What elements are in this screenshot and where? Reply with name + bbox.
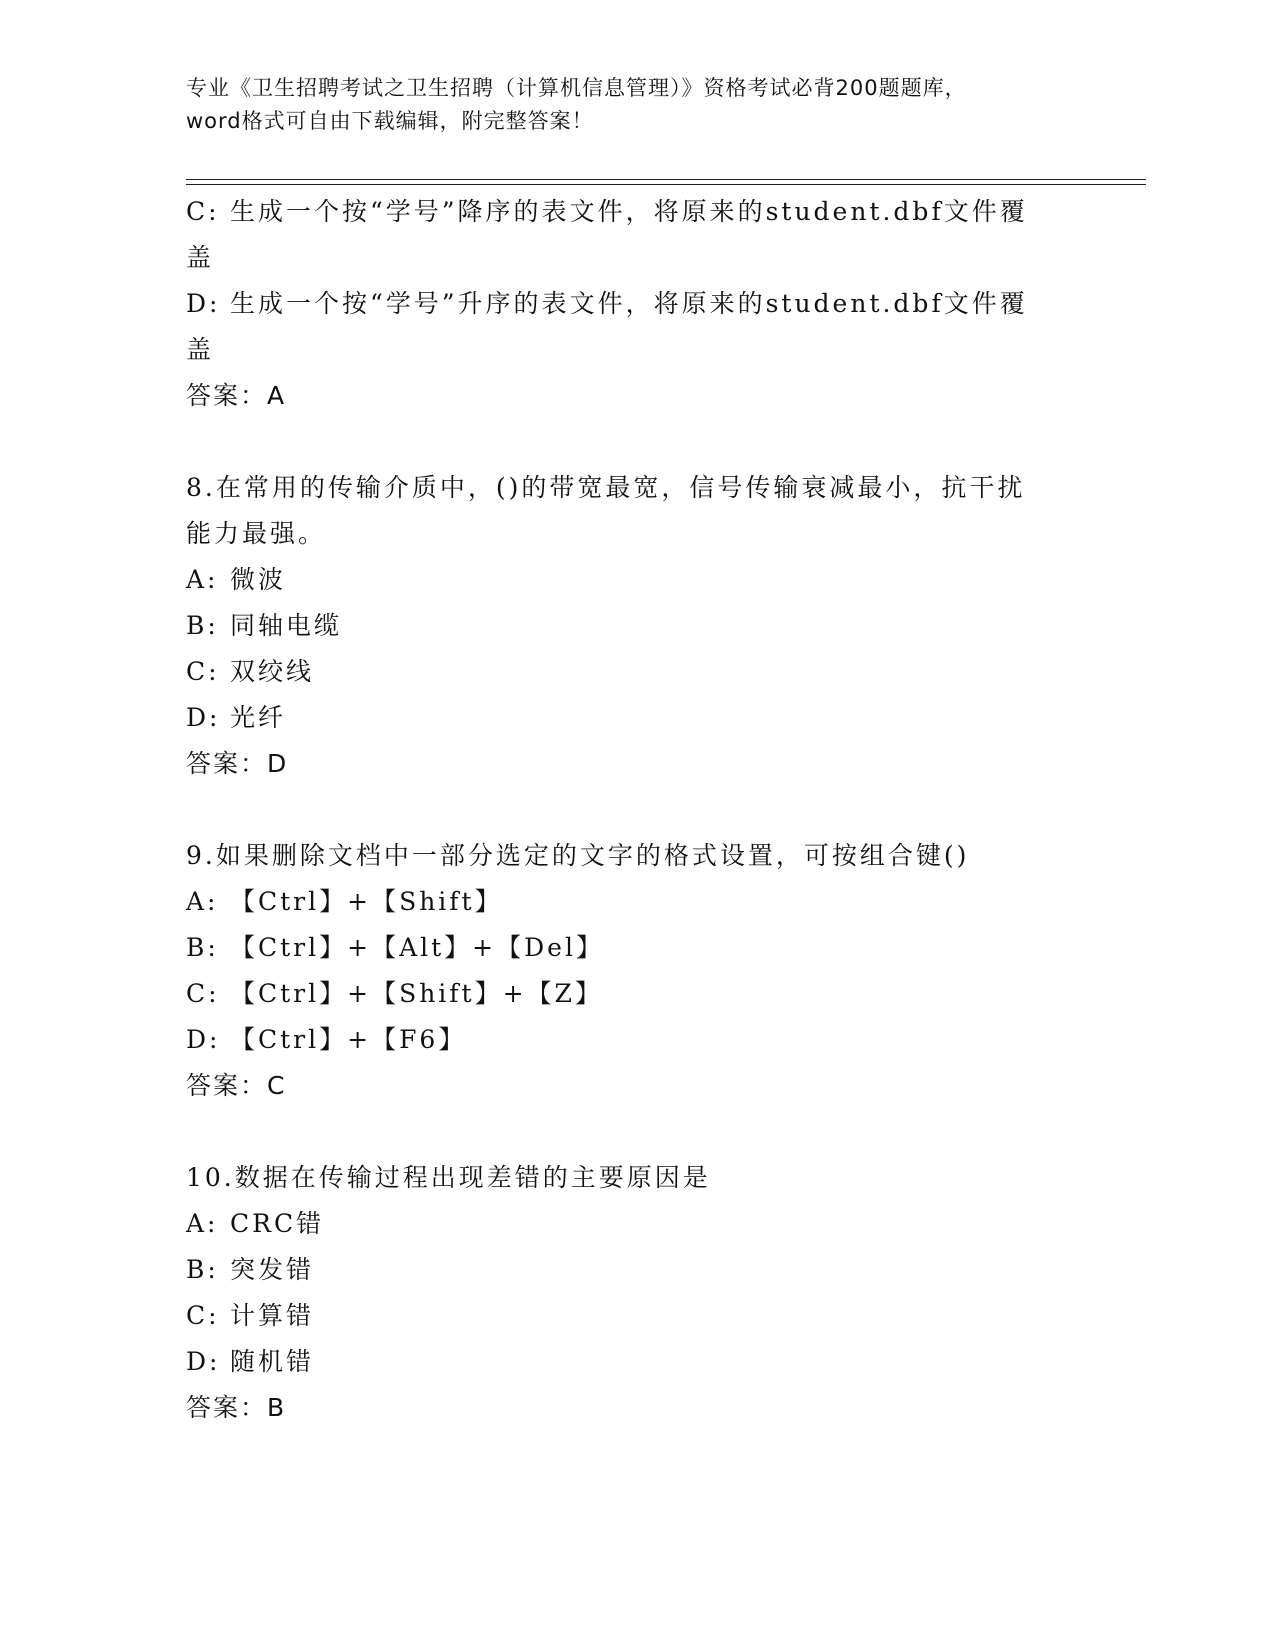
option-text: 随机错 — [230, 1347, 315, 1376]
option-d-continued: 盖 — [186, 335, 215, 364]
header-title-line2: word格式可自由下载编辑，附完整答案！ — [186, 109, 594, 133]
option-text: 生成一个按“学号”升序的表文件，将原来的student.dbf文件覆 — [230, 289, 1028, 318]
option-text: 同轴电缆 — [230, 611, 343, 640]
spacer — [186, 1109, 1086, 1155]
spacer — [186, 419, 1086, 465]
option-letter: A: — [186, 565, 219, 594]
option-text: 突发错 — [230, 1255, 315, 1284]
question-stem: 10.数据在传输过程出现差错的主要原因是 — [186, 1163, 711, 1192]
option-text: 生成一个按“学号”降序的表文件，将原来的student.dbf文件覆 — [230, 197, 1028, 226]
option-c — [186, 971, 1086, 1017]
option-letter: C: — [186, 197, 220, 226]
option-c — [186, 649, 1086, 695]
option-text: 【Ctrl】+【Alt】+【Del】 — [230, 933, 604, 962]
option-d — [186, 1017, 1086, 1063]
option-letter: D: — [186, 1025, 221, 1054]
option-text: 【Ctrl】+【Shift】+【Z】 — [230, 979, 603, 1008]
option-letter: C: — [186, 979, 220, 1008]
question-10 — [186, 1155, 1086, 1431]
answer-line: 答案：D — [186, 749, 289, 778]
option-text: 微波 — [230, 565, 287, 594]
question-stem: 9.如果删除文档中一部分选定的文字的格式设置，可按组合键() — [186, 841, 970, 870]
option-letter: B: — [186, 1255, 219, 1284]
option-text: CRC错 — [230, 1209, 325, 1238]
answer-line: 答案：C — [186, 1071, 287, 1100]
option-d — [186, 281, 1086, 327]
option-text: 双绞线 — [230, 657, 315, 686]
option-a — [186, 1201, 1086, 1247]
prev-question-block — [186, 189, 1086, 419]
option-letter: B: — [186, 933, 219, 962]
document-header — [186, 72, 1086, 138]
option-text: 光纤 — [230, 703, 287, 732]
option-letter: D: — [186, 289, 221, 318]
option-text: 计算错 — [230, 1301, 315, 1330]
question-9 — [186, 833, 1086, 1109]
question-stem: 8.在常用的传输介质中，()的带宽最宽，信号传输衰减最小，抗干扰 — [186, 473, 1026, 502]
answer-line: 答案：B — [186, 1393, 287, 1422]
option-text: 【Ctrl】+【F6】 — [230, 1025, 467, 1054]
question-list — [186, 189, 1086, 1431]
answer-line: 答案：A — [186, 381, 287, 410]
option-letter: D: — [186, 1347, 221, 1376]
option-letter: C: — [186, 657, 220, 686]
option-c — [186, 1293, 1086, 1339]
option-letter: A: — [186, 887, 219, 916]
header-title-line1: 专业《卫生招聘考试之卫生招聘（计算机信息管理）》资格考试必背200题题库， — [186, 76, 967, 100]
header-divider-top — [186, 179, 1146, 180]
option-d — [186, 695, 1086, 741]
header-divider-bottom — [186, 184, 1146, 185]
question-stem-continued: 能力最强。 — [186, 519, 327, 548]
option-a — [186, 557, 1086, 603]
option-letter: A: — [186, 1209, 219, 1238]
option-text: 【Ctrl】+【Shift】 — [230, 887, 503, 916]
option-b — [186, 1247, 1086, 1293]
option-letter: D: — [186, 703, 221, 732]
option-b — [186, 603, 1086, 649]
option-letter: C: — [186, 1301, 220, 1330]
option-c — [186, 189, 1086, 235]
option-a — [186, 879, 1086, 925]
option-c-continued: 盖 — [186, 243, 215, 272]
option-d — [186, 1339, 1086, 1385]
question-8 — [186, 465, 1086, 787]
option-b — [186, 925, 1086, 971]
spacer — [186, 787, 1086, 833]
option-letter: B: — [186, 611, 219, 640]
